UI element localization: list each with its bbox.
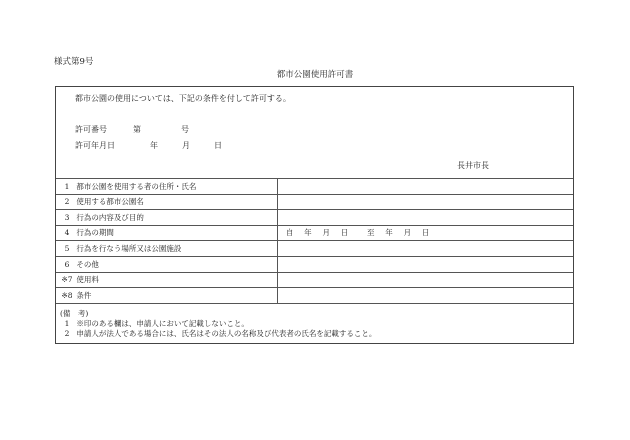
item-number: 1 (64, 181, 70, 191)
period-to-day: 日 (421, 228, 430, 238)
note-number: 1 (64, 319, 70, 328)
item-label-cell (56, 194, 277, 210)
table-row (56, 225, 573, 241)
period-to-year: 年 (385, 228, 393, 238)
period-from-year: 年 (304, 228, 312, 238)
table-row (56, 272, 573, 288)
permit-number-suffix: 号 (181, 125, 189, 134)
item-label-cell (56, 225, 277, 241)
note-text: ※印のある欄は、申請人において記載しないこと。 (76, 319, 249, 328)
period-from-month: 月 (322, 228, 330, 238)
table-row (56, 210, 573, 226)
note-number: 2 (64, 329, 70, 338)
item-value-cell (277, 179, 573, 195)
notes-section (56, 303, 573, 340)
item-label: 条件 (76, 290, 92, 300)
items-table (56, 178, 573, 303)
item-label-cell (56, 179, 277, 195)
table-row (56, 256, 573, 272)
item-number: ※7 (61, 275, 73, 285)
permit-date-year: 年 (150, 141, 158, 150)
form-number: 様式第9号 (54, 57, 94, 67)
item-label-cell (56, 256, 277, 272)
table-row (56, 179, 573, 195)
item-label-cell (56, 288, 277, 303)
item-label: 使用する都市公園名 (76, 197, 144, 207)
item-number: ※8 (61, 290, 73, 300)
note-text: 申請人が法人である場合には、氏名はその法人の名称及び代表者の氏名を記載すること。 (76, 329, 377, 338)
item-label: 行為を行なう場所又は公園施設 (76, 243, 182, 253)
item-label: その他 (76, 259, 99, 269)
permit-number-prefix: 第 (133, 125, 141, 134)
intro-text: 都市公園の使用については、下記の条件を付して許可する。 (75, 94, 291, 103)
period-from: 自 (285, 228, 294, 238)
permit-date-month: 月 (182, 141, 190, 150)
item-label: 都市公園を使用する者の住所・氏名 (76, 181, 197, 191)
item-number: 3 (64, 212, 70, 222)
item-value-cell (277, 288, 573, 303)
permit-date-label: 許可年月日 (75, 141, 115, 150)
document-title: 都市公園使用許可書 (276, 70, 354, 80)
notes-heading: (備 考) (60, 309, 89, 318)
period-to: 至 (367, 228, 375, 238)
item-label: 使用料 (76, 275, 99, 285)
signer-name: 長井市長 (457, 161, 489, 170)
item-label: 行為の内容及び目的 (76, 212, 144, 222)
item-label-cell (56, 272, 277, 288)
note-item (56, 330, 573, 340)
item-number: 4 (64, 228, 70, 238)
item-number: 2 (64, 197, 70, 207)
item-label-cell (56, 241, 277, 257)
permit-form (55, 86, 574, 344)
period-value-cell (277, 225, 573, 241)
item-value-cell (277, 256, 573, 272)
item-label-cell (56, 210, 277, 226)
item-value-cell (277, 241, 573, 257)
period-from-day: 日 (340, 228, 349, 238)
period-to-month: 月 (403, 228, 412, 238)
permit-number-label: 許可番号 (75, 125, 107, 134)
item-value-cell (277, 194, 573, 210)
item-number: 5 (64, 243, 70, 253)
item-number: 6 (64, 259, 70, 269)
table-row (56, 241, 573, 257)
table-row (56, 288, 573, 303)
permit-date-day: 日 (214, 141, 222, 150)
item-value-cell (277, 210, 573, 226)
item-label: 行為の期間 (76, 228, 114, 238)
table-row (56, 194, 573, 210)
item-value-cell (277, 272, 573, 288)
